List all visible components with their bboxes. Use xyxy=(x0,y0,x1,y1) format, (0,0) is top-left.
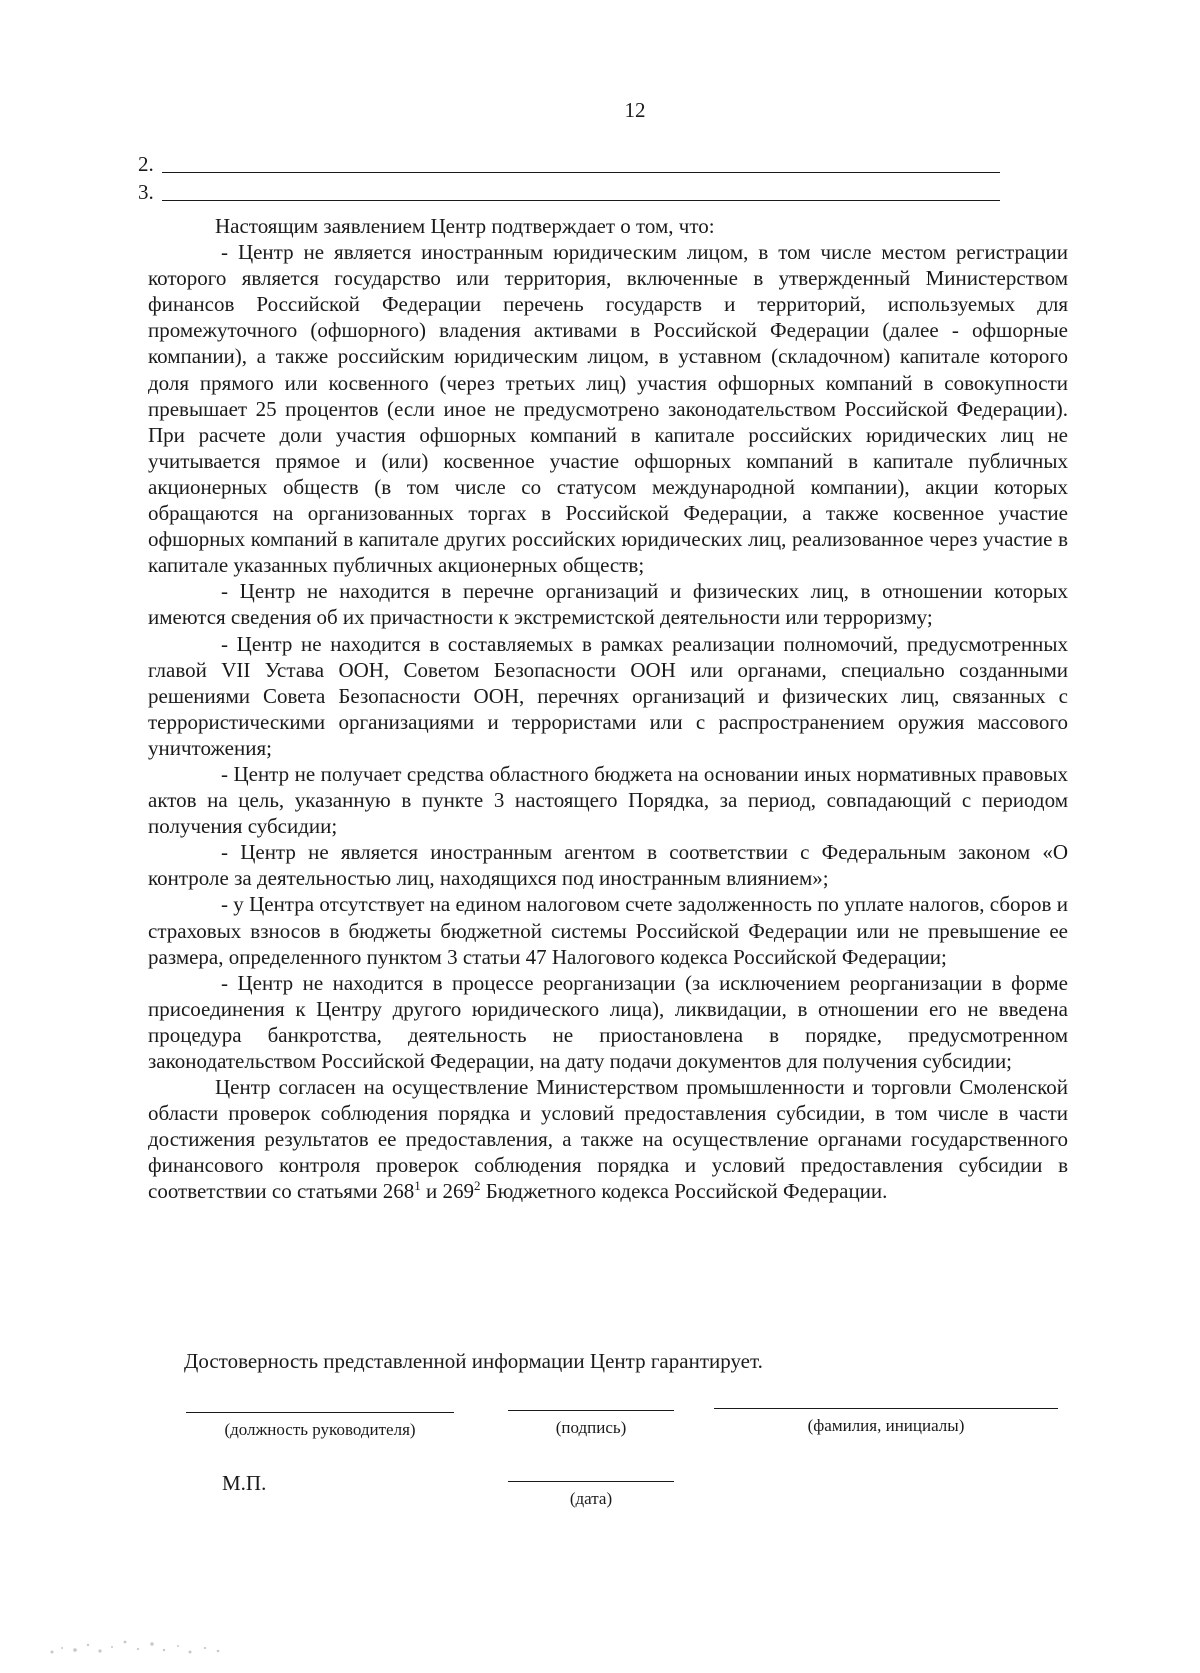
position-line xyxy=(186,1412,454,1413)
position-caption: (должность руководителя) xyxy=(224,1420,416,1439)
date-caption: (дата) xyxy=(569,1489,613,1508)
statement-body xyxy=(148,213,1068,1205)
date-line xyxy=(508,1481,674,1482)
guarantee-statement: Достоверность представленной информации Центр гарантирует. xyxy=(184,1349,763,1373)
signature-caption: (подпись) xyxy=(555,1418,627,1437)
intro-paragraph: Настоящим заявлением Центр подтверждает о том, что: xyxy=(215,214,715,238)
blank-line-3 xyxy=(138,180,154,205)
paragraph-offshore: - Центр не является иностранным юридическим лицом, в том числе местом регистрации которого является государство или территория, включенные в утвержденный Министерством финансов Российской Федерации перечень государств и территорий, используемых для промежуточного (офшорного) владения активами в Российской Федерации (далее - офшорные компании), а также российским юридическим лицом, в уставном (складочном) капитале которого доля прямого или косвенного (через третьих лиц) участия офшорных компаний в совокупности превышает 25 процентов (если иное не предусмотрено законодательством Российской Федерации). При расчете доли участия офшорных компаний в капитале российских юридических лиц не учитывается прямое и (или) косвенное участие офшорных компаний в капитале публичных акционерных обществ (в том числе со статусом международной компании), акции которых обращаются на организованных торгах в Российской Федерации, а также косвенное участие офшорных компаний в капитале других российских юридических лиц, реализованное через участие в капитале указанных публичных акционерных обществ; xyxy=(148,240,1068,578)
line-number: 3. xyxy=(138,180,154,204)
paragraph-budget-funds: - Центр не получает средства областного бюджета на основании иных нормативных правовых актов на цель, указанную в пункте 3 настоящего Порядка, за период, совпадающий с периодом получения субсидии; xyxy=(148,761,1068,839)
page-number: 12 xyxy=(624,98,646,122)
paragraph-tax-debt: - у Центра отсутствует на едином налоговом счете задолженность по уплате налогов, сборов и страховых взносов в бюджеты бюджетной системы Российской Федерации или не превышение ее размера, определенного пунктом 3 статьи 47 Налогового кодекса Российской Федерации; xyxy=(148,892,1068,969)
name-caption: (фамилия, инициалы) xyxy=(807,1416,965,1435)
paragraph-foreign-agent: - Центр не является иностранным агентом в соответствии с Федеральным законом «О контроле за деятельностью лиц, находящихся под иностранным влиянием»; xyxy=(148,840,1068,891)
fill-in-rule xyxy=(162,200,1000,201)
line-number: 2. xyxy=(138,152,154,176)
stamp-place: М.П. xyxy=(222,1471,267,1495)
signature-line xyxy=(508,1410,674,1411)
fill-in-rule xyxy=(162,172,1000,173)
paragraph-reorganization: - Центр не находится в процессе реорганизации (за исключением реорганизации в форме присоединения к Центру другого юридического лица), ликвидации, в отношении его не введена процедура банкротства, деятельность не приостановлена в порядке, предусмотренном законодательством Российской Федерации, на дату подачи документов для получения субсидии; xyxy=(148,970,1068,1073)
scan-artifact xyxy=(40,1630,240,1660)
paragraph-un-lists: - Центр не находится в составляемых в рамках реализации полномочий, предусмотренных главой VII Устава ООН, Советом Безопасности ООН или органами, специально созданными решениями Совета Безопасности ООН, перечнях организаций и физических лиц, связанных с террористическими организациями и террористами или с распространением оружия массового уничтожения; xyxy=(148,631,1068,760)
paragraph-extremism: - Центр не находится в перечне организаций и физических лиц, в отношении которых имеются сведения об их причастности к экстремистской деятельности или терроризму; xyxy=(148,579,1068,630)
blank-line-2 xyxy=(138,152,154,177)
name-line xyxy=(714,1408,1058,1409)
paragraph-consent: Центр согласен на осуществление Министерством промышленности и торговли Смоленской области проверок соблюдения порядка и условий предоставления субсидии, в том числе в части достижения результатов ее предоставления, а также на осуществление органами государственного финансового контроля проверок соблюдения порядка и условий предоставления субсидии в соответствии со статьями $268^1$ и $269^2$ Бюджетного кодекса Российской Федерации. xyxy=(148,1075,1068,1204)
